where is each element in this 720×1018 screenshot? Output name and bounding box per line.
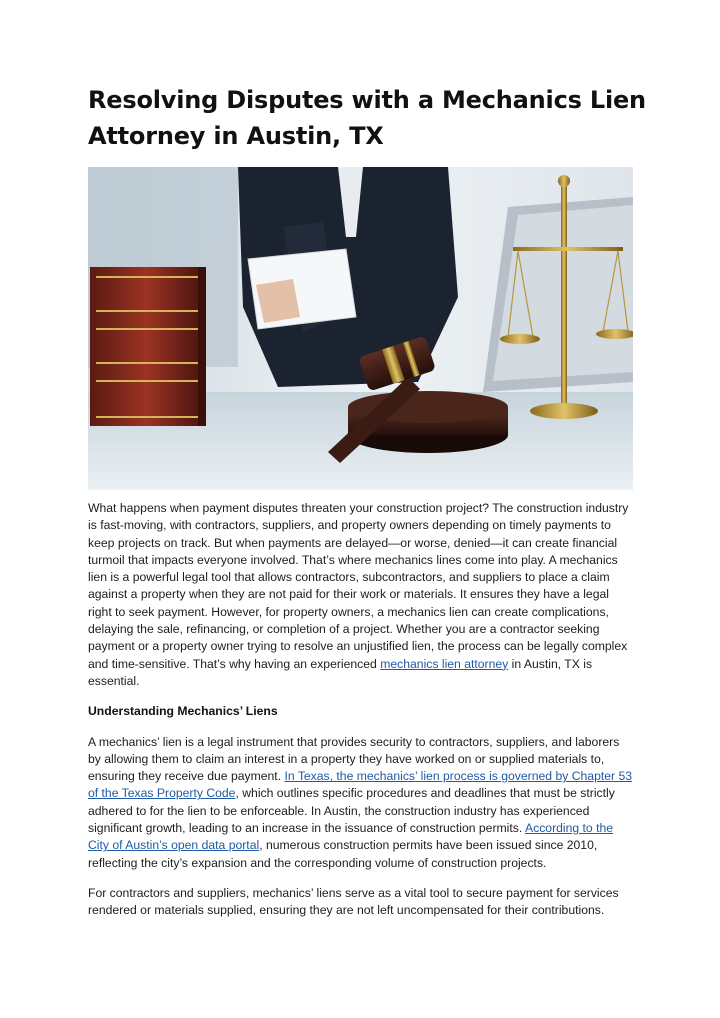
article-body xyxy=(88,500,634,933)
liens-text-3: , numerous construction permits have been issued since 2010, reflecting the city’s expansion and the corresponding volume of construction projects. xyxy=(88,838,598,870)
liens-paragraph xyxy=(88,734,634,872)
liens-text-1: A mechanics’ lien is a legal instrument that provides security to contractors, suppliers, and laborers by allowing them to claim an interest in a property they have worked on or supplied materials to, ensuring they receive due payment. xyxy=(88,734,620,784)
contractors-paragraph: For contractors and suppliers, mechanics’ liens serve as a vital tool to secure payment for services rendered or materials supplied, ensuring they are not left uncompensated for their contributions. xyxy=(88,885,619,918)
liens-text-2: , which outlines specific procedures and deadlines that must be strictly adhered to for the lien to be enforceable. In Austin, the construction industry has experienced significant growth, leading to an increase in the issuance of construction permits. xyxy=(88,786,615,836)
hero-image xyxy=(88,167,633,490)
mechanics-lien-attorney-link[interactable]: mechanics lien attorney xyxy=(380,656,509,671)
texas-property-code-link[interactable]: In Texas, the mechanics’ lien process is governed by Chapter 53 of the Texas Property Code xyxy=(88,769,633,801)
page-title: Resolving Disputes with a Mechanics Lien Attorney in Austin, TX xyxy=(88,86,646,150)
gavel-books-scales-photo xyxy=(88,167,633,490)
intro-text: What happens when payment disputes threaten your construction project? The construction industry is fast-moving, with contractors, suppliers, and property owners depending on timely payments to keep projects on track. But when payments are delayed—or worse, denied—it can create financial turmoil that impacts everyone involved. That’s where mechanics lines come into play. A mechanics lien is a powerful legal tool that allows contractors, subcontractors, and suppliers to place a claim against a property when they are not paid for their work or materials. It ensures they have a legal right to seek payment. However, for property owners, a mechanics lien can create complications, delaying the sale, refinancing, or completion of a project. Whether you are a contractor seeking payment or a property owner trying to resolve an unjustified lien, the process can be legally complex and time-sensitive. That’s why having an experienced xyxy=(88,501,629,671)
austin-open-data-link[interactable]: According to the City of Austin’s open data portal xyxy=(88,821,614,853)
intro-paragraph xyxy=(88,500,634,690)
intro-text-end: in Austin, TX is essential. xyxy=(88,656,593,688)
section-heading: Understanding Mechanics’ Liens xyxy=(88,704,278,719)
